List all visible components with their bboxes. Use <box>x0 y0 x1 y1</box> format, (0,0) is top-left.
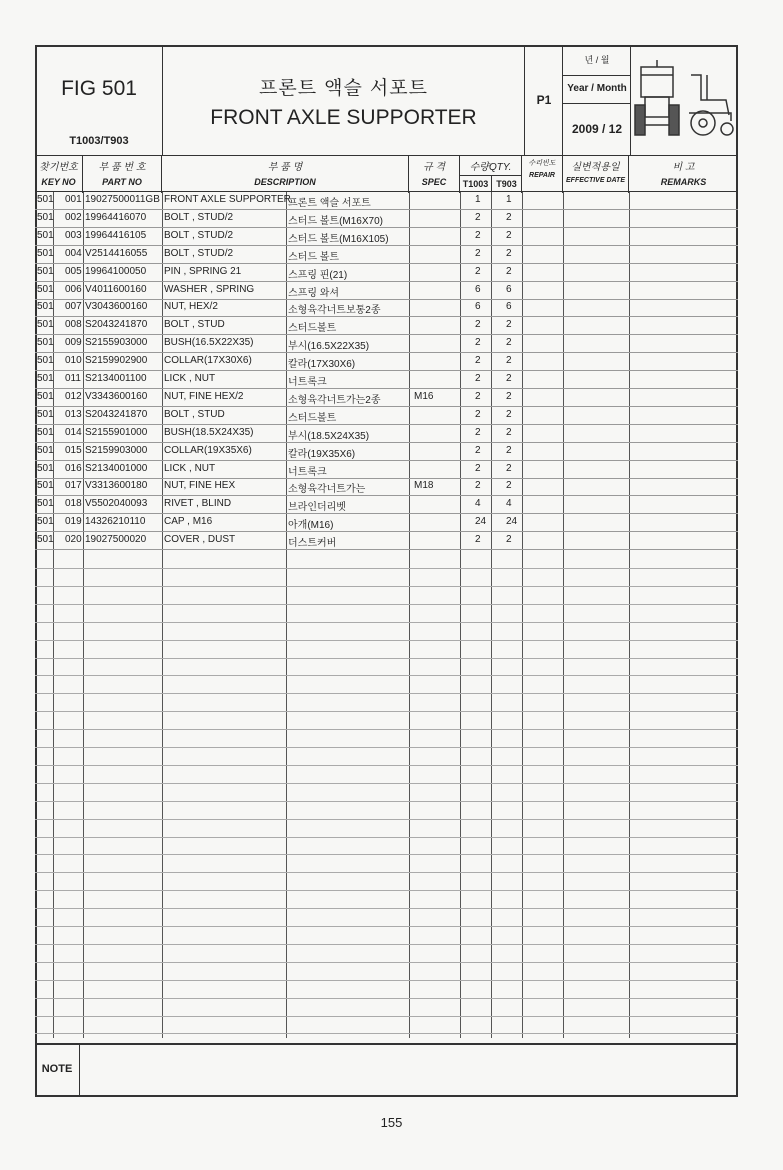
cell-fig: 501 <box>37 373 54 384</box>
cell-qty-b: 2 <box>506 534 512 546</box>
table-row <box>35 282 738 300</box>
empty-row-line <box>35 1016 738 1017</box>
cell-key: 001 <box>65 194 82 205</box>
figure-number: FIG 501 <box>61 77 137 100</box>
cell-part-no: V3043600160 <box>85 301 148 313</box>
cell-qty-a: 2 <box>475 265 481 277</box>
cell-qty-b: 2 <box>506 462 512 474</box>
cell-qty-a: 2 <box>475 355 481 367</box>
cell-part-no: S2159902900 <box>85 355 148 367</box>
empty-row-line <box>35 568 738 569</box>
table-row <box>35 192 738 210</box>
cell-key: 016 <box>65 462 82 474</box>
empty-row-line <box>35 837 738 838</box>
cell-part-no: V3313600180 <box>85 480 148 492</box>
col-spec: 규 격 SPEC <box>409 156 460 193</box>
cell-key: 014 <box>65 426 82 438</box>
cell-fig: 501 <box>37 498 54 510</box>
cell-desc-kr: 더스트커버 <box>288 538 337 550</box>
cell-qty-b: 1 <box>506 194 512 205</box>
table-row <box>35 532 738 550</box>
cell-qty-b: 2 <box>506 373 512 384</box>
date-label-english: Year / Month <box>563 75 631 104</box>
cell-desc-en: FRONT AXLE SUPPORTER <box>164 194 291 205</box>
note-label: NOTE <box>35 1045 80 1097</box>
title-english: FRONT AXLE SUPPORTER <box>210 106 477 129</box>
cell-key: 007 <box>65 301 82 313</box>
cell-key: 002 <box>65 211 82 223</box>
cell-desc-kr: 스터드 볼트 <box>288 251 340 263</box>
page-code: P1 <box>536 93 552 107</box>
empty-row-line <box>35 1033 738 1034</box>
cell-desc-kr: 아개(M16) <box>288 520 334 532</box>
empty-row-line <box>35 622 738 623</box>
cell-key: 017 <box>65 480 82 492</box>
cell-qty-b: 2 <box>506 211 512 223</box>
cell-qty-b: 2 <box>506 444 512 456</box>
cell-part-no: V3343600160 <box>85 390 148 402</box>
table-row <box>35 317 738 335</box>
cell-qty-a: 2 <box>475 444 481 456</box>
cell-fig: 501 <box>37 211 54 223</box>
cell-desc-en: BOLT , STUD/2 <box>164 211 234 223</box>
table-row <box>35 389 738 407</box>
cell-fig: 501 <box>37 319 54 331</box>
col-description: 부 품 명 DESCRIPTION <box>162 156 409 193</box>
col-part-no: 부 품 번 호 PART NO <box>83 156 162 193</box>
cell-desc-kr: 소형육각너트가는 <box>288 484 366 496</box>
cell-desc-en: CAP , M16 <box>164 516 213 528</box>
cell-desc-kr: 스터드 볼트(M16X70) <box>288 215 383 227</box>
note-box <box>35 1043 738 1097</box>
cell-part-no: S2043241870 <box>85 319 148 331</box>
table-row <box>35 425 738 443</box>
cell-key: 019 <box>65 516 82 528</box>
date-value: 2009 / 12 <box>571 122 623 136</box>
cell-part-no: S2134001100 <box>85 373 147 384</box>
cell-part-no: S2043241870 <box>85 408 148 420</box>
cell-part-no: S2155901000 <box>85 426 148 438</box>
empty-row-line <box>35 658 738 659</box>
cell-qty-b: 2 <box>506 426 512 438</box>
empty-row-line <box>35 729 738 730</box>
empty-row-line <box>35 944 738 945</box>
cell-desc-en: BOLT , STUD/2 <box>164 229 234 241</box>
cell-qty-a: 2 <box>475 534 481 546</box>
tractor-illustration <box>631 45 738 155</box>
empty-row-line <box>35 962 738 963</box>
cell-desc-en: WASHER , SPRING <box>164 283 255 295</box>
cell-part-no: S2159903000 <box>85 444 148 456</box>
cell-desc-kr: 스프링 핀(21) <box>288 269 348 281</box>
cell-fig: 501 <box>37 355 54 367</box>
cell-key: 008 <box>65 319 82 331</box>
cell-qty-a: 2 <box>475 390 481 402</box>
cell-desc-en: PIN , SPRING 21 <box>164 265 242 277</box>
empty-row-line <box>35 675 738 676</box>
model-label: T1003/T903 <box>69 135 129 147</box>
col-repair: 수리빈도 REPAIR <box>522 156 563 193</box>
cell-qty-a: 2 <box>475 462 481 474</box>
cell-qty-b: 24 <box>506 516 518 528</box>
cell-qty-a: 2 <box>475 319 481 331</box>
cell-qty-a: 4 <box>475 498 481 510</box>
cell-qty-b: 2 <box>506 355 512 367</box>
cell-qty-b: 6 <box>506 283 512 295</box>
empty-row-line <box>35 980 738 981</box>
empty-row-line <box>35 693 738 694</box>
empty-row-line <box>35 586 738 587</box>
cell-fig: 501 <box>37 247 54 259</box>
table-row <box>35 299 738 317</box>
cell-desc-kr: 부시(16.5X22X35) <box>288 341 370 353</box>
cell-fig: 501 <box>37 408 54 420</box>
cell-desc-kr: 스터드 볼트(M16X105) <box>288 233 389 245</box>
cell-fig: 501 <box>37 480 54 492</box>
cell-desc-kr: 칼라(19X35X6) <box>288 448 356 460</box>
cell-desc-kr: 칼라(17X30X6) <box>288 359 356 371</box>
cell-key: 012 <box>65 390 82 402</box>
cell-qty-a: 1 <box>475 194 481 205</box>
cell-qty-b: 4 <box>506 498 512 510</box>
empty-row-line <box>35 604 738 605</box>
cell-fig: 501 <box>37 444 54 456</box>
table-row <box>35 228 738 246</box>
cell-fig: 501 <box>37 194 54 205</box>
cell-qty-a: 2 <box>475 426 481 438</box>
table-row <box>35 478 738 496</box>
cell-desc-kr: 프론트 액슬 서포트 <box>288 198 371 209</box>
cell-fig: 501 <box>37 283 54 295</box>
cell-desc-en: LICK , NUT <box>164 373 216 384</box>
figure-box <box>35 45 163 155</box>
cell-desc-kr: 소형육각너트가는2종 <box>288 394 381 406</box>
cell-fig: 501 <box>37 390 54 402</box>
cell-part-no: 19964416105 <box>85 229 147 241</box>
cell-key: 018 <box>65 498 82 510</box>
empty-row-line <box>35 890 738 891</box>
cell-key: 010 <box>65 355 82 367</box>
cell-fig: 501 <box>37 337 54 349</box>
cell-desc-en: BOLT , STUD <box>164 319 225 331</box>
table-row <box>35 371 738 389</box>
cell-qty-a: 2 <box>475 229 481 241</box>
cell-qty-b: 2 <box>506 247 512 259</box>
cell-qty-a: 6 <box>475 301 481 313</box>
empty-row-line <box>35 926 738 927</box>
cell-fig: 501 <box>37 462 54 474</box>
cell-part-no: 14326210110 <box>85 516 146 528</box>
col-qty-t903: T903 <box>496 179 517 189</box>
empty-row-line <box>35 998 738 999</box>
cell-desc-en: BUSH(16.5X22X35) <box>164 337 254 349</box>
cell-qty-a: 2 <box>475 373 481 384</box>
cell-desc-kr: 브라인더리벳 <box>288 502 346 514</box>
table-row <box>35 496 738 514</box>
empty-row-line <box>35 872 738 873</box>
cell-fig: 501 <box>37 229 54 241</box>
cell-qty-b: 2 <box>506 265 512 277</box>
cell-spec: M16 <box>414 390 434 402</box>
cell-qty-b: 6 <box>506 301 512 313</box>
cell-desc-kr: 스프링 와셔 <box>288 287 340 299</box>
cell-qty-a: 2 <box>475 247 481 259</box>
cell-key: 020 <box>65 534 82 546</box>
cell-key: 004 <box>65 247 82 259</box>
cell-fig: 501 <box>37 516 54 528</box>
empty-row-line <box>35 801 738 802</box>
cell-desc-en: COLLAR(17X30X6) <box>164 355 252 367</box>
table-row <box>35 246 738 264</box>
tractor-icon <box>631 45 738 155</box>
empty-row-line <box>35 819 738 820</box>
cell-desc-en: NUT, HEX/2 <box>164 301 218 313</box>
cell-key: 006 <box>65 283 82 295</box>
cell-desc-en: BOLT , STUD/2 <box>164 247 234 259</box>
col-qty-t1003: T1003 <box>460 175 492 193</box>
cell-key: 013 <box>65 408 82 420</box>
cell-key: 011 <box>65 373 81 384</box>
cell-qty-b: 2 <box>506 229 512 241</box>
cell-qty-b: 2 <box>506 408 512 420</box>
cell-desc-en: LICK , NUT <box>164 462 216 474</box>
cell-key: 009 <box>65 337 82 349</box>
cell-qty-a: 6 <box>475 283 481 295</box>
cell-qty-b: 2 <box>506 337 512 349</box>
table-row <box>35 264 738 282</box>
cell-part-no: 19027500020 <box>85 534 147 546</box>
empty-row-line <box>35 854 738 855</box>
cell-fig: 501 <box>37 265 54 277</box>
cell-desc-en: COVER , DUST <box>164 534 236 546</box>
cell-desc-en: COLLAR(19X35X6) <box>164 444 252 456</box>
cell-part-no: 19964416070 <box>85 211 147 223</box>
cell-desc-kr: 너트록크 <box>288 466 327 478</box>
cell-fig: 501 <box>37 426 54 438</box>
cell-qty-a: 2 <box>475 480 481 492</box>
col-effective-date: 실변적용일 EFFECTIVE DATE <box>563 156 629 193</box>
title-korean: 프론트 액슬 서포트 <box>259 77 428 99</box>
cell-part-no: V5502040093 <box>85 498 148 510</box>
cell-qty-a: 2 <box>475 211 481 223</box>
cell-desc-en: NUT, FINE HEX/2 <box>164 390 244 402</box>
cell-part-no: 19027500011GB <box>85 194 160 205</box>
date-label-korean: 년 / 월 <box>563 45 631 76</box>
cell-qty-b: 2 <box>506 390 512 402</box>
cell-desc-en: NUT, FINE HEX <box>164 480 236 492</box>
page-code-box <box>525 45 563 155</box>
cell-qty-a: 24 <box>475 516 487 528</box>
empty-row-line <box>35 908 738 909</box>
cell-fig: 501 <box>37 534 54 546</box>
cell-desc-kr: 스터드볼트 <box>288 323 337 335</box>
cell-qty-b: 2 <box>506 319 512 331</box>
cell-qty-a: 2 <box>475 408 481 420</box>
cell-desc-kr: 너트록크 <box>288 377 327 388</box>
column-header-row <box>35 155 738 192</box>
cell-desc-kr: 스터드볼트 <box>288 412 337 424</box>
empty-row-line <box>35 783 738 784</box>
cell-part-no: S2134001000 <box>85 462 148 474</box>
table-row <box>35 335 738 353</box>
page-header <box>35 45 738 155</box>
cell-fig: 501 <box>37 301 54 313</box>
table-row <box>35 210 738 228</box>
table-row <box>35 407 738 425</box>
empty-row-line <box>35 765 738 766</box>
title-box <box>163 45 525 155</box>
cell-qty-a: 2 <box>475 337 481 349</box>
col-qty: 수량QTY. T1003 T903 <box>460 156 522 193</box>
table-row <box>35 443 738 461</box>
empty-row-line <box>35 747 738 748</box>
col-key-no: 찾기번호 KEY NO <box>35 156 83 193</box>
cell-desc-kr: 부시(18.5X24X35) <box>288 430 370 442</box>
date-box <box>563 45 631 155</box>
page-number: 155 <box>380 1115 403 1130</box>
empty-row-line <box>35 640 738 641</box>
table-row <box>35 461 738 479</box>
cell-qty-b: 2 <box>506 480 512 492</box>
cell-key: 003 <box>65 229 82 241</box>
cell-part-no: V2514416055 <box>85 247 148 259</box>
table-row <box>35 353 738 371</box>
cell-spec: M18 <box>414 480 434 492</box>
cell-key: 005 <box>65 265 82 277</box>
empty-row-line <box>35 711 738 712</box>
table-row <box>35 514 738 532</box>
cell-desc-en: RIVET , BLIND <box>164 498 232 510</box>
cell-desc-en: BOLT , STUD <box>164 408 225 420</box>
cell-part-no: 19964100050 <box>85 265 147 277</box>
cell-key: 015 <box>65 444 82 456</box>
cell-desc-kr: 소형육각너트보통2종 <box>288 305 381 317</box>
cell-part-no: V4011600160 <box>85 283 147 295</box>
cell-part-no: S2155903000 <box>85 337 148 349</box>
cell-desc-en: BUSH(18.5X24X35) <box>164 426 254 438</box>
col-remarks: 비 고 REMARKS <box>660 162 707 187</box>
